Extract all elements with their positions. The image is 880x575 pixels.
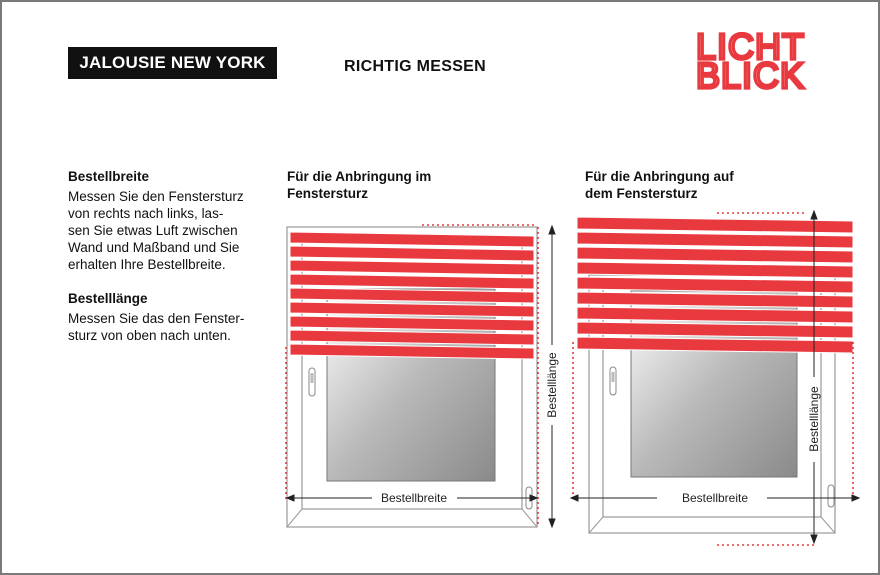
window-hinge-icon xyxy=(828,485,834,507)
logo-line-1: LICHT xyxy=(696,32,806,67)
length-text: Messen Sie das den Fenster- sturz von oben nach unten. xyxy=(68,311,245,343)
outside-length-label: Bestelllänge xyxy=(807,386,821,452)
inside-mount-caption: Für die Anbringung im Fenstersturz xyxy=(287,169,432,201)
window-handle-icon xyxy=(610,367,616,395)
window-handle-icon xyxy=(309,368,315,396)
outside-mount-caption: Für die Anbringung auf dem Fenstersturz xyxy=(585,169,734,201)
brand-logo xyxy=(696,32,826,90)
inside-mount-diagram xyxy=(282,217,562,537)
length-heading: Bestelllänge xyxy=(68,291,148,306)
width-text: Messen Sie den Fenstersturz von rechts nach links, las- sen Sie etwas Luft zwischen Wand und Maßband und Sie erhalten Ihre Bestellbreite. xyxy=(68,189,244,272)
width-heading: Bestellbreite xyxy=(68,169,150,184)
length-instruction xyxy=(68,290,273,344)
product-title: JALOUSIE NEW YORK xyxy=(68,47,277,79)
blind-slats xyxy=(577,217,853,353)
logo-line-2: BLICK xyxy=(696,55,806,90)
inside-length-label: Bestelllänge xyxy=(545,352,559,418)
outside-mount-diagram xyxy=(567,207,867,552)
inside-width-label: Bestellbreite xyxy=(380,491,448,505)
section-title: RICHTIG MESSEN xyxy=(344,58,486,75)
blind-slats xyxy=(290,232,534,359)
width-instruction xyxy=(68,168,273,273)
outside-width-label: Bestellbreite xyxy=(681,491,749,505)
